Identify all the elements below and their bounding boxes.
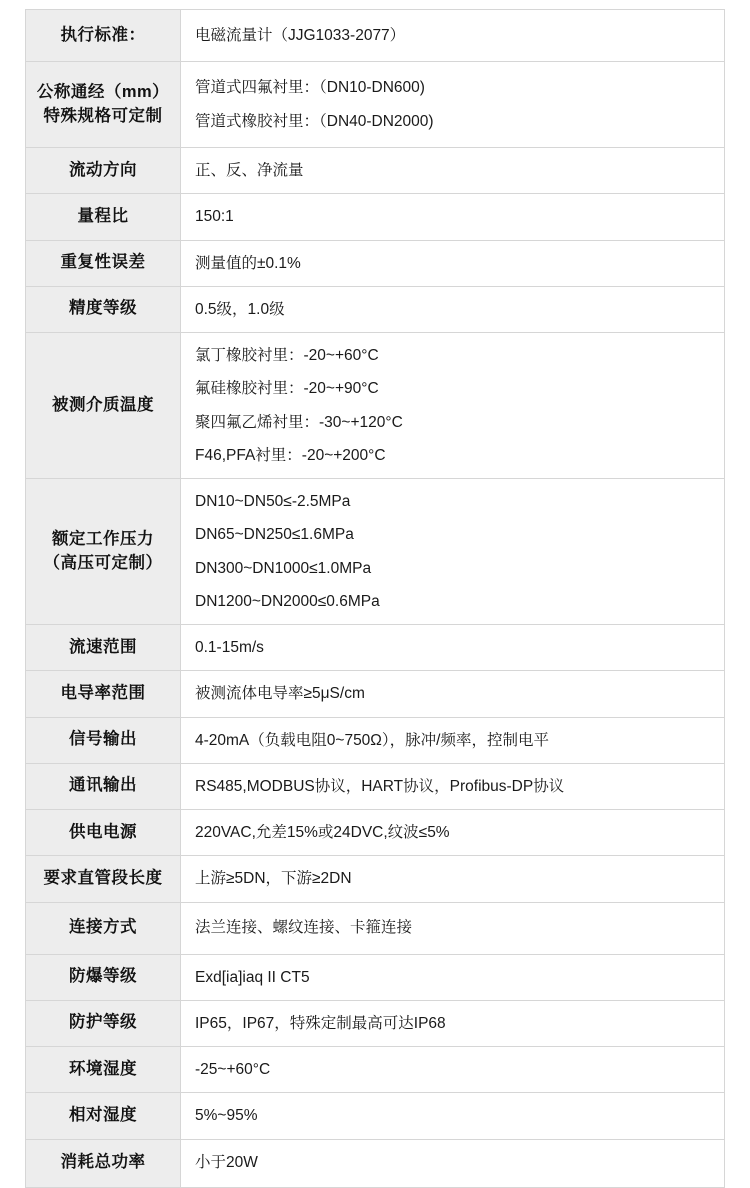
table-row [26,902,725,954]
row-value [181,902,725,954]
row-label-line: 消耗总功率 [60,1153,146,1172]
row-value-line: DN10~DN50≤-2.5MPa [195,493,351,510]
row-value [181,479,725,625]
row-value-line: RS485,MODBUS协议，HART协议，Profibus-DP协议 [195,777,565,795]
row-value-line: 0.1-15m/s [195,639,264,656]
row-label-line: 特殊规格可定制 [43,106,163,125]
row-value [181,954,725,1000]
row-value [181,717,725,763]
row-value [181,625,725,671]
row-label [26,148,181,194]
table-row [26,240,725,286]
row-label-line: 防护等级 [69,1013,137,1032]
row-label-line: 信号输出 [69,730,137,749]
row-label [26,1000,181,1046]
row-label [26,10,181,62]
row-value [181,148,725,194]
row-label [26,810,181,856]
row-value [181,10,725,62]
table-row [26,194,725,240]
row-value-line: 法兰连接、螺纹连接、卡箍连接 [195,919,413,937]
row-label-line: 流动方向 [69,160,137,179]
row-value-line: DN65~DN250≤1.6MPa [195,526,354,544]
row-value [181,333,725,479]
specification-table [25,9,725,1188]
row-value [181,1093,725,1139]
table-row [26,148,725,194]
row-value-line: 被测流体电导率≥5μS/cm [195,685,365,703]
row-label [26,856,181,902]
row-label [26,1139,181,1187]
table-row [26,62,725,148]
row-label [26,479,181,625]
row-label-line: 防爆等级 [69,967,137,986]
row-label-line: （高压可定制） [43,553,163,572]
row-value-line: 150:1 [195,208,234,226]
row-label-line: 被测介质温度 [52,395,154,414]
row-value-line: 电磁流量计（JJG1033-2077） [195,26,406,44]
row-label-line: 公称通经（mm） [36,82,170,101]
row-value [181,671,725,717]
row-value-line: -25~+60°C [195,1061,271,1078]
row-value-line: 0.5级，1.0级 [195,300,285,318]
table-row [26,1000,725,1046]
row-value-line: 上游≥5DN，下游≥2DN [195,870,352,888]
row-label-line: 环境湿度 [69,1059,137,1078]
table-row [26,671,725,717]
row-label-line: 相对湿度 [69,1105,137,1124]
row-value-line: DN300~DN1000≤1.0MPa [195,559,372,577]
table-row [26,717,725,763]
row-label [26,1047,181,1093]
table-row [26,333,725,479]
row-label [26,717,181,763]
row-value-line: 5%~95% [195,1107,258,1125]
row-label [26,763,181,809]
table-row [26,1093,725,1139]
row-value [181,763,725,809]
row-value-line: 氯丁橡胶衬里：-20~+60°C [195,347,379,364]
row-label-line: 额定工作压力 [52,529,154,548]
row-label-line: 执行标准： [60,25,146,44]
row-value [181,1047,725,1093]
row-value-line: 正、反、净流量 [195,162,304,179]
table-row [26,954,725,1000]
row-value-line: Exd[ia]iaq II CT5 [195,968,310,986]
row-value-line: DN1200~DN2000≤0.6MPa [195,592,380,610]
row-value-line: 氟硅橡胶衬里：-20~+90°C [195,380,379,398]
row-label [26,62,181,148]
table-row [26,479,725,625]
table-row [26,1139,725,1187]
row-label [26,1093,181,1139]
row-label-line: 供电电源 [69,822,137,841]
row-value-line: 220VAC,允差15%或24DVC,纹波≤5% [195,824,450,841]
row-value [181,1139,725,1187]
table-row [26,1047,725,1093]
row-label [26,286,181,332]
row-label [26,194,181,240]
table-row [26,286,725,332]
row-value-line: 聚四氟乙烯衬里：-30~+120°C [195,413,403,431]
row-label [26,902,181,954]
row-label-line: 要求直管段长度 [43,868,163,887]
row-value [181,62,725,148]
row-value-line: IP65，IP67，特殊定制最高可达IP68 [195,1014,446,1032]
row-value-line: 管道式橡胶衬里：（DN40-DN2000) [195,112,434,130]
table-row [26,763,725,809]
row-label-line: 连接方式 [69,918,137,937]
row-value [181,1000,725,1046]
row-label [26,954,181,1000]
row-label-line: 量程比 [77,206,129,225]
row-label-line: 通讯输出 [69,776,137,795]
row-value [181,240,725,286]
row-label [26,671,181,717]
table-row [26,856,725,902]
table-row [26,625,725,671]
row-label [26,333,181,479]
row-label-line: 重复性误差 [60,253,146,272]
row-value-line: F46,PFA衬里：-20~+200°C [195,446,386,464]
row-label [26,625,181,671]
specification-table-body [26,10,725,1188]
row-label-line: 电导率范围 [60,683,146,702]
row-value-line: 小于20W [195,1154,258,1172]
table-row [26,810,725,856]
row-value-line: 4-20mA（负载电阻0~750Ω），脉冲/频率，控制电平 [195,731,549,749]
row-value [181,856,725,902]
row-label-line: 精度等级 [69,299,137,318]
row-value [181,810,725,856]
row-value [181,286,725,332]
row-value-line: 管道式四氟衬里：（DN10-DN600) [195,79,425,97]
row-value [181,194,725,240]
row-label [26,240,181,286]
row-label-line: 流速范围 [69,637,137,656]
table-row [26,10,725,62]
row-value-line: 测量值的±0.1% [195,254,301,272]
